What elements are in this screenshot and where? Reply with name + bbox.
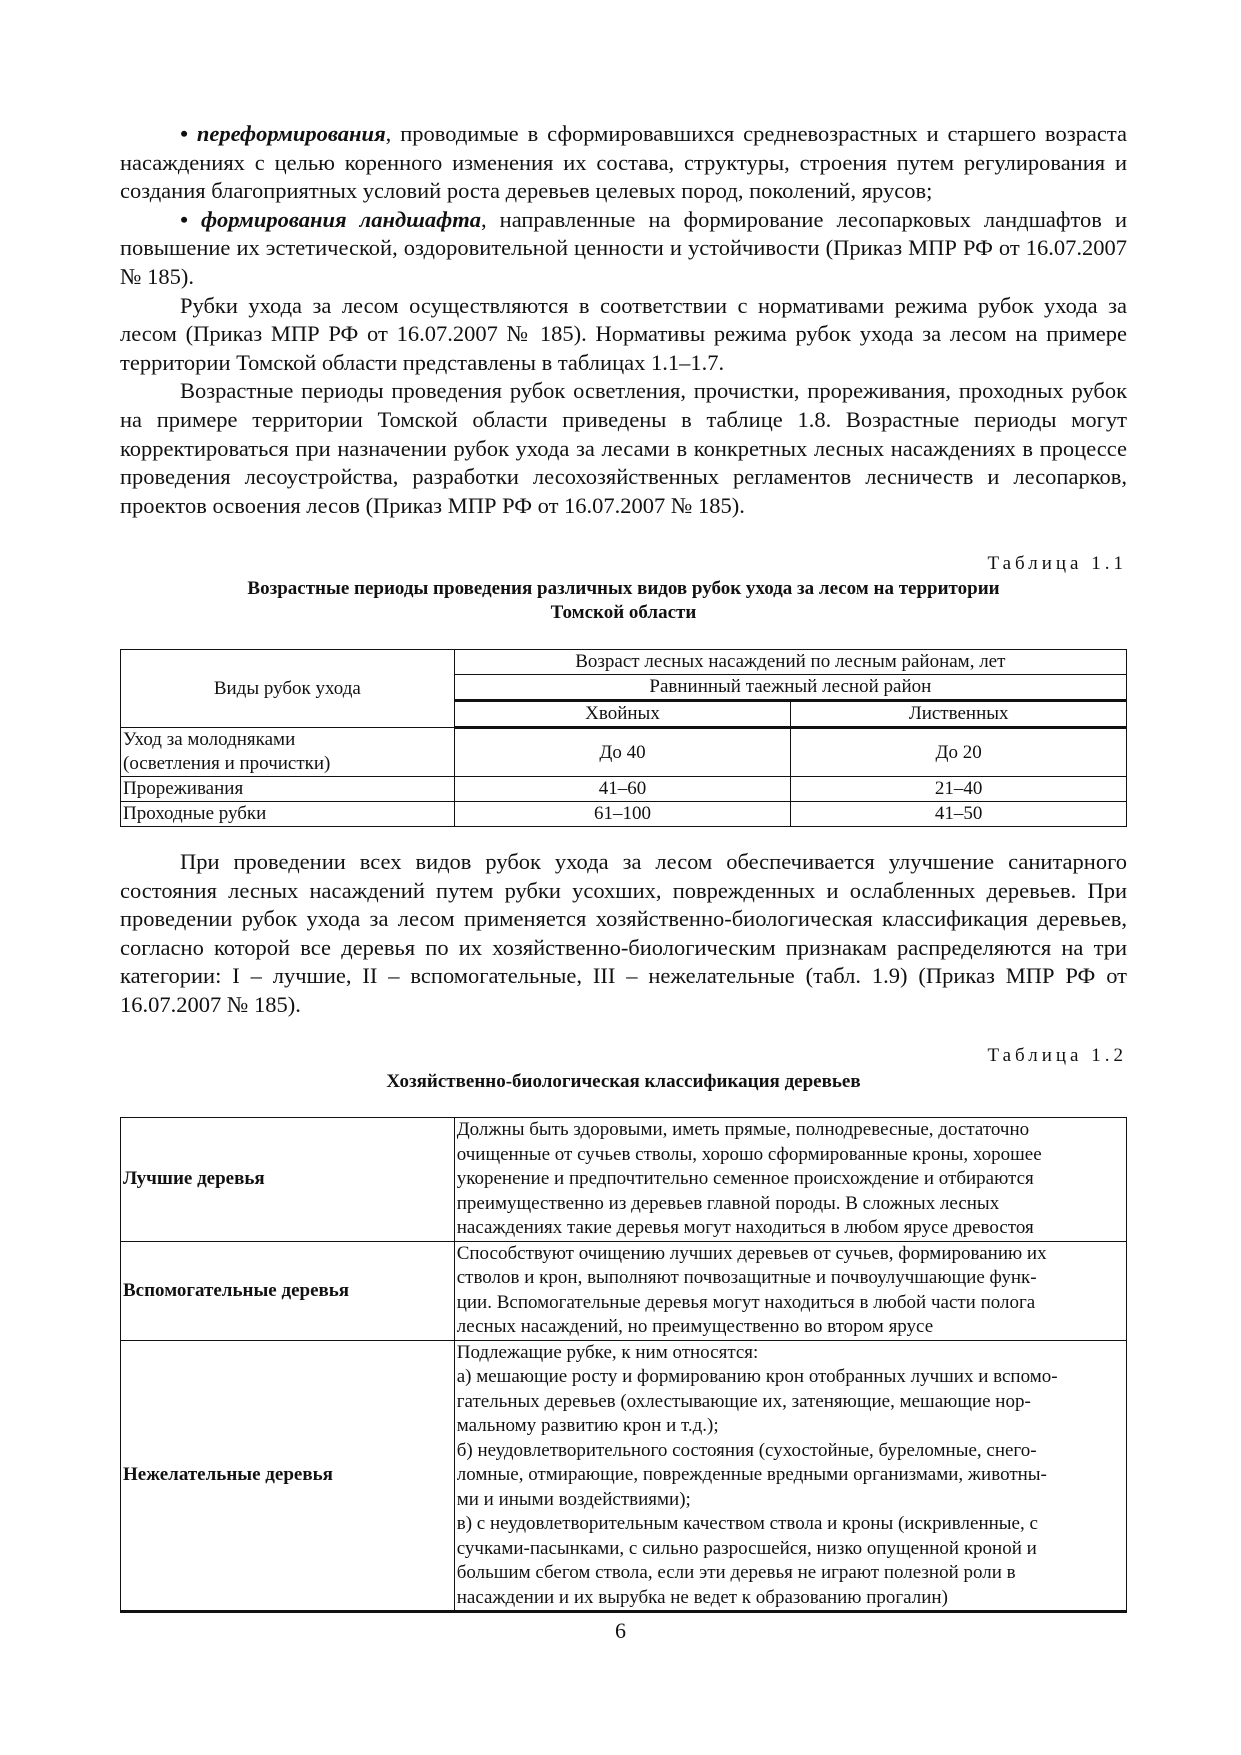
header-region: Равнинный таежный лесной район — [454, 675, 1126, 701]
deciduous-age: 21–40 — [791, 777, 1127, 802]
description-line: преимущественно из деревьев главной породы. В сложных лесных — [456, 1192, 1000, 1214]
description-line: Подлежащие рубке, к ним относятся: — [456, 1341, 759, 1363]
description-line: б) неудовлетворительного состояния (сухостойные, буреломные, снего- — [456, 1439, 1037, 1461]
table2-label: Таблица 1.2 — [987, 1045, 1127, 1066]
cutting-type — [121, 728, 455, 777]
term-landscape: • формирования ландшафта — [180, 206, 481, 232]
paragraph-landscape — [120, 206, 1127, 292]
table-row — [121, 802, 1127, 827]
description-line: насаждении и их вырубка не ведет к образованию прогалин) — [456, 1586, 948, 1608]
table-row — [121, 1340, 1127, 1612]
paragraph-sanitary: При проведении всех видов рубок ухода за лесом обеспечивается улучшение санитарного состояния лесных насаждений путем рубки усохших, поврежденных и ослабленных деревьев. При проведении рубок ухода за лесом применяется хозяйственно-биологическая классификация деревьев, согласно которой все деревья по их хозяйственно-биологическим признакам распределяются на три категории: I – лучшие, II – вспомогательные, III – нежелательные (табл. 1.9) (Приказ МПР РФ от 16.07.2007 № 185). — [120, 849, 1127, 1017]
tree-category: Лучшие деревья — [121, 1118, 455, 1242]
description-line: ми и иными воздействиями); — [456, 1488, 691, 1510]
paragraph-age-periods: Возрастные периоды проведения рубок осветления, прочистки, прореживания, проходных рубок на примере территории Томской области приведены в таблице 1.8. Возрастные периоды могут корректироваться при назначении рубок ухода за лесами в конкретных лесных насаждениях в процессе проведения лесоустройства, разработки лесохозяйственных регламентов лесничеств и лесопарков, проектов освоения лесов (Приказ МПР РФ от 16.07.2007 № 185). — [120, 378, 1127, 518]
paragraph-reformation — [120, 120, 1127, 206]
header-cutting-types: Виды рубок ухода — [121, 650, 455, 728]
paragraph-text: , проводимые в сформировавшихся средневозрастных и старшего возраста насаждениях с целью коренного изменения их состава, структуры, строения путем регулирования и создания благоприятных условий роста деревьев целевых пород, поколений, ярусов; — [120, 121, 1127, 204]
body-text-middle — [120, 848, 1127, 1020]
body-text-top — [120, 120, 1127, 520]
description-line: сучками-пасынками, с сильно разросшейся, низко опущенной кроной и — [456, 1537, 1037, 1559]
table2-wrapper — [120, 1117, 1127, 1613]
description-line: а) мешающие росту и формированию крон отобранных лучших и вспомо- — [456, 1366, 1058, 1387]
description-line: гательных деревьев (охлестывающие их, затеняющие, мешающие нор- — [456, 1390, 1031, 1412]
header-conifer: Хвойных — [454, 701, 791, 728]
tree-category-description — [454, 1118, 1126, 1242]
description-line: ломные, отмирающие, поврежденные вредными организмами, животны- — [456, 1464, 1047, 1485]
table-age-periods — [120, 649, 1127, 827]
paragraph-norms: Рубки ухода за лесом осуществляются в соответствии с нормативами режима рубок ухода за лесом (Приказ МПР РФ от 16.07.2007 № 185). Нормативы режима рубок ухода за лесом на примере территории Томской области представлены в таблицах 1.1–1.7. — [120, 292, 1127, 375]
tree-category: Вспомогательные деревья — [121, 1241, 455, 1340]
description-line: Способствуют очищению лучших деревьев от сучьев, формированию их — [456, 1242, 1047, 1264]
page-number: 6 — [615, 1618, 626, 1643]
header-deciduous: Лиственных — [791, 701, 1127, 728]
table1-title-line: Томской области — [550, 602, 697, 623]
description-line: укоренение и предпочтительно семенное происхождение и отбираются — [456, 1168, 1034, 1189]
description-line: большим сбегом ствола, если эти деревья не играют полезной роли в — [456, 1562, 1016, 1583]
tree-category: Нежелательные деревья — [121, 1340, 455, 1612]
description-line: мальному развитию крон и т.д.); — [456, 1415, 719, 1436]
table-row — [121, 1241, 1127, 1340]
description-line: в) с неудовлетворительным качеством ствола и кроны (искривленные, с — [456, 1513, 1038, 1534]
table-row — [121, 728, 1127, 777]
header-age: Возраст лесных насаждений по лесным районам, лет — [454, 650, 1126, 675]
table1-title — [120, 577, 1127, 625]
term-reformation: • переформирования — [180, 121, 386, 146]
table1-label: Таблица 1.1 — [987, 553, 1127, 574]
description-line: Должны быть здоровыми, иметь прямые, полнодревесные, достаточно — [456, 1119, 1030, 1140]
conifer-age: 41–60 — [454, 777, 791, 802]
cutting-type: Проходные рубки — [121, 802, 455, 827]
conifer-age: До 40 — [454, 728, 791, 777]
table-row — [121, 1118, 1127, 1242]
conifer-age: 61–100 — [454, 802, 791, 827]
table1-title-line: Возрастные периоды проведения различных видов рубок ухода за лесом на территории — [247, 578, 1000, 599]
tree-category-description — [454, 1241, 1126, 1340]
table2-title: Хозяйственно-биологическая классификация деревьев — [386, 1071, 861, 1092]
table-tree-classification — [120, 1117, 1127, 1613]
deciduous-age: 41–50 — [791, 802, 1127, 827]
description-line: очищенные от сучьев стволы, хорошо сформированные кроны, хорошее — [456, 1143, 1042, 1165]
cutting-type: Прореживания — [121, 777, 455, 802]
tree-category-description — [454, 1340, 1126, 1612]
description-line: стволов и крон, выполняют почвозащитные и почвоулучшающие функ- — [456, 1267, 1037, 1288]
cutting-type-line: (осветления и прочистки) — [123, 753, 331, 774]
description-line: насаждениях такие деревья могут находиться в любом ярусе древостоя — [456, 1217, 1034, 1238]
paragraph-text: , направленные на формирование лесопарковых ландшафтов и повышение их эстетической, оздоровительной ценности и устойчивости (Приказ МПР РФ от 16.07.2007 № 185). — [120, 206, 1127, 289]
table1-wrapper — [120, 649, 1127, 827]
table-row — [121, 777, 1127, 802]
description-line: лесных насаждений, но преимущественно во втором ярусе — [456, 1316, 934, 1337]
deciduous-age: До 20 — [791, 728, 1127, 777]
cutting-type-line: Уход за молодняками — [123, 729, 296, 750]
description-line: ции. Вспомогательные деревья могут находиться в любой части полога — [456, 1291, 1036, 1313]
